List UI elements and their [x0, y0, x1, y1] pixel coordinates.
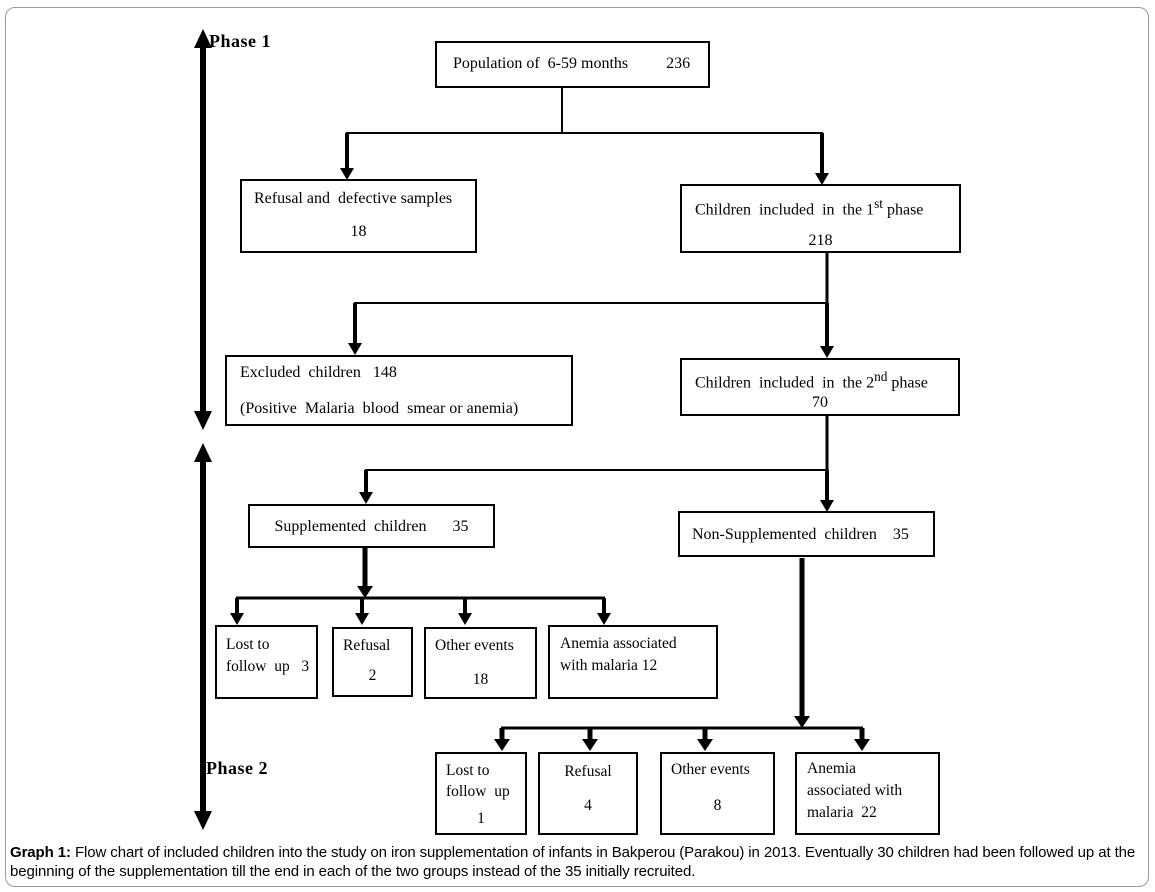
- population-count: 236: [666, 55, 691, 72]
- included-2nd-phase-count: 70: [812, 394, 828, 412]
- included-2nd-phase-text: Children included in the 2nd phase: [695, 369, 928, 392]
- supplemented-count: 35: [452, 518, 469, 535]
- box-ns-refusal: Refusal 4: [538, 752, 638, 835]
- included-1st-phase-text: Children included in the 1st phase: [695, 196, 924, 219]
- ns-refusal-count: 4: [584, 797, 592, 814]
- included-1st-phase-count: 218: [808, 232, 833, 250]
- box-ns-lost-to-follow-up: Lost to follow up 1: [435, 752, 527, 835]
- supplemented-text: Supplemented children: [274, 518, 427, 535]
- box-refusal-defective-samples: [240, 179, 477, 253]
- caption: [10, 843, 1143, 881]
- box-population: [435, 41, 710, 88]
- box-supplemented-children: [248, 504, 495, 548]
- excluded-children-text: Excluded children 148: [240, 364, 397, 381]
- box-ns-anemia-malaria: Anemia associated with malaria 22: [795, 752, 940, 835]
- box-excluded-children: [225, 355, 573, 426]
- box-non-supplemented-children: [678, 511, 935, 557]
- phase2-label: Phase 2: [206, 758, 268, 778]
- box-supp-anemia-malaria: Anemia associated with malaria 12: [548, 625, 718, 699]
- supp-refusal-count: 2: [368, 667, 377, 684]
- non-supplemented-text: Non-Supplemented children: [692, 526, 877, 543]
- caption-text: Flow chart of included children into the study on iron supplementation of infants in Bakperou (Parakou) in 2013. Eventually 30 children had been followed up at the beginning of the supplementation till the end in each of the two groups instead of the 35 initially recruited.: [10, 844, 1136, 880]
- box-included-1st-phase: [680, 184, 961, 253]
- box-supp-refusal: Refusal 2: [332, 627, 413, 697]
- box-ns-other-events: Other events 8: [660, 752, 775, 835]
- excluded-children-reason: (Positive Malaria blood smear or anemia): [240, 400, 519, 417]
- ns-lost-count: 1: [477, 810, 485, 827]
- supp-other-events-count: 18: [472, 671, 489, 688]
- box-supp-lost-to-follow-up: Lost to follow up 3: [215, 625, 318, 699]
- box-supp-other-events: Other events 18: [424, 627, 537, 699]
- ns-other-events-count: 8: [713, 797, 722, 814]
- refusal-defective-count: 18: [350, 223, 367, 240]
- box-included-2nd-phase: [680, 358, 960, 416]
- refusal-defective-text: Refusal and defective samples: [254, 190, 453, 207]
- population-text: Population of 6-59 months: [453, 55, 629, 72]
- non-supplemented-count: 35: [892, 526, 909, 543]
- phase1-label: Phase 1: [209, 31, 271, 51]
- caption-label: Graph 1:: [10, 844, 71, 861]
